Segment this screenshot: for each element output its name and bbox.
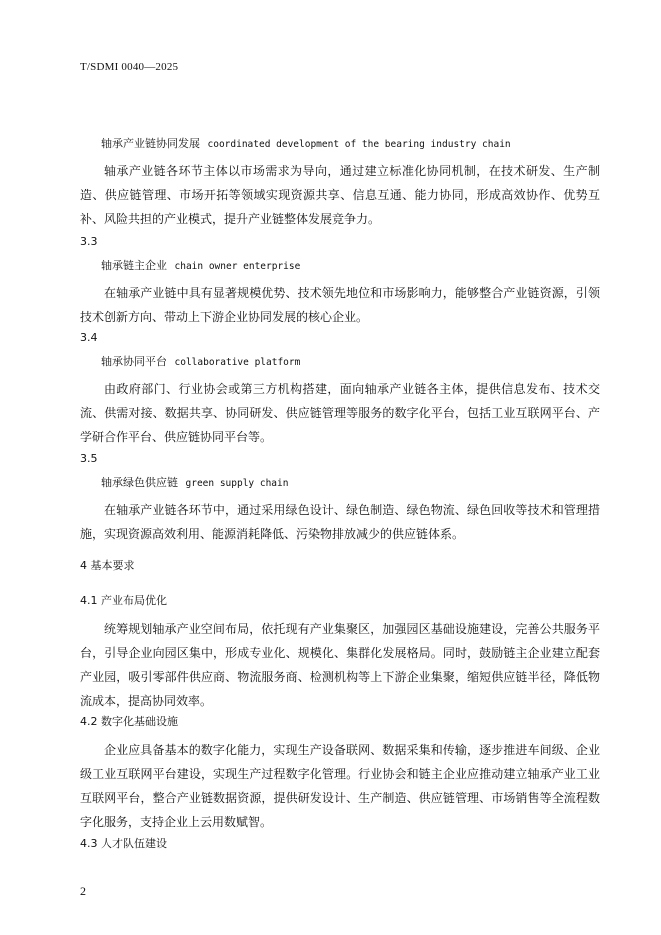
term-title (101, 258, 600, 275)
term-title-cn: 轴承绿色供应链 (101, 476, 178, 489)
term-number: 3.3 (80, 235, 98, 248)
term-title-en: chain owner enterprise (174, 261, 301, 272)
term-number: 3.5 (80, 452, 98, 465)
term-title (101, 136, 600, 153)
term-title-en: green supply chain (185, 478, 289, 489)
subsection-title: 4.3 人才队伍建设 (80, 837, 167, 850)
term-definition: 在轴承产业链各环节中，通过采用绿色设计、绿色制造、绿色物流、绿色回收等技术和管理措施，实现资源高效利用、能源消耗降低、污染物排放减少的供应链体系。 (80, 503, 600, 541)
subsection-text: 统筹规划轴承产业空间布局，依托现有产业集聚区，加强园区基础设施建设，完善公共服务平台，引导企业向园区集中，形成专业化、规模化、集群化发展格局。同时，鼓励链主企业建立配套产业园，吸引零部件供应商、物流服务商、检测机构等上下游企业集聚，缩短供应链半径，降低物流成本，提高协同效率。 (80, 622, 600, 708)
term-definition: 在轴承产业链中具有显著规模优势、技术领先地位和市场影响力，能够整合产业链资源，引领技术创新方向、带动上下游企业协同发展的核心企业。 (80, 286, 600, 324)
term-title-en: collaborative platform (174, 357, 301, 368)
term-title (101, 354, 600, 371)
subsection-4-2 (80, 714, 600, 834)
term-title-cn: 轴承产业链协同发展 (101, 137, 200, 150)
term-number: 3.4 (80, 331, 98, 344)
document-code: T/SDMI 0040—2025 (80, 61, 179, 73)
term-3-2 (80, 136, 600, 231)
page-number: 2 (80, 884, 86, 898)
subsection-4-3 (80, 836, 600, 852)
term-title-en: coordinated development of the bearing industry chain (207, 139, 511, 150)
term-definition: 轴承产业链各环节主体以市场需求为导向，通过建立标准化协同机制，在技术研发、生产制造、供应链管理、市场开拓等领域实现资源共享、信息互通、能力协同，形成高效协作、优势互补、风险共担的产业模式，提升产业链整体发展竞争力。 (80, 164, 600, 226)
term-3-3 (80, 234, 600, 329)
term-3-5 (80, 451, 600, 546)
term-title-cn: 轴承链主企业 (101, 259, 167, 272)
subsection-title: 4.1 产业布局优化 (80, 594, 167, 607)
section-title: 4 基本要求 (80, 559, 135, 572)
term-title (101, 475, 600, 492)
subsection-title: 4.2 数字化基础设施 (80, 715, 178, 728)
term-title-cn: 轴承协同平台 (101, 355, 167, 368)
subsection-text: 企业应具备基本的数字化能力，实现生产设备联网、数据采集和传输，逐步推进车间级、企业级工业互联网平台建设，实现生产过程数字化管理。行业协会和链主企业应推动建立轴承产业工业互联网平台，整合产业链数据资源，提供研发设计、生产制造、供应链管理、市场销售等全流程数字化服务，支持企业上云用数赋智。 (80, 743, 600, 829)
term-3-4 (80, 330, 600, 449)
term-definition: 由政府部门、行业协会或第三方机构搭建，面向轴承产业链各主体，提供信息发布、技术交流、供需对接、数据共享、协同研发、供应链管理等服务的数字化平台，包括工业互联网平台、产学研合作平台、供应链协同平台等。 (80, 382, 600, 444)
section-4 (80, 558, 600, 574)
subsection-4-1 (80, 593, 600, 713)
